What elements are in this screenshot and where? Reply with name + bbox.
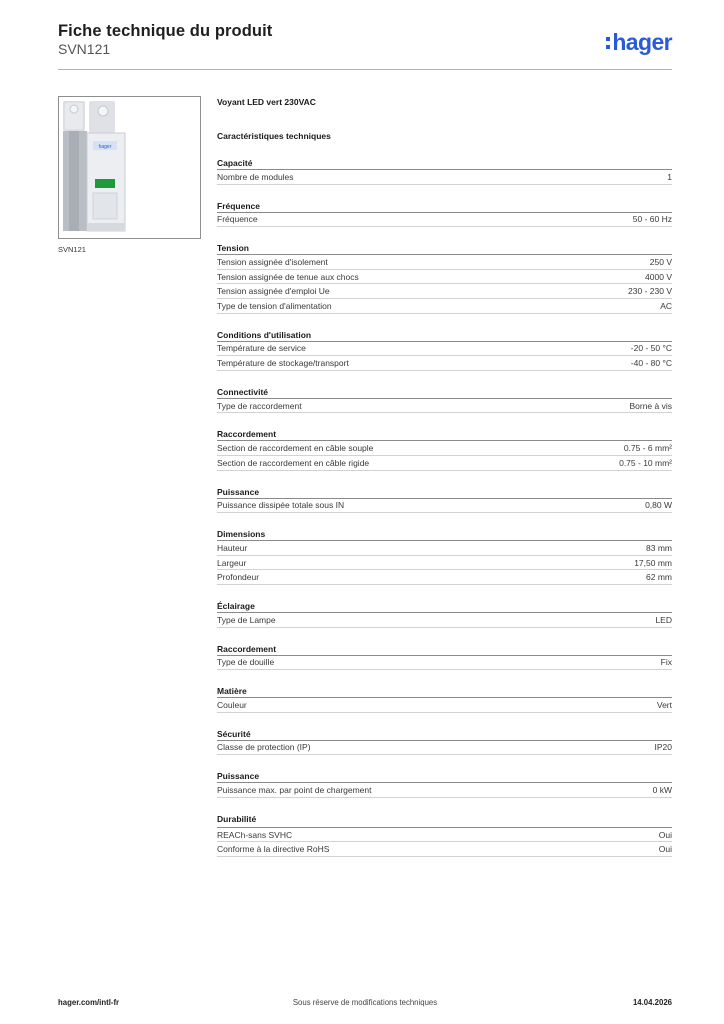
logo-wordmark: hager: [612, 29, 672, 55]
spec-row: [217, 570, 672, 585]
spec-row: [217, 213, 672, 228]
spec-section: [217, 199, 672, 228]
svg-text:hager: hager: [98, 144, 112, 150]
spec-value: 50 - 60 Hz: [632, 214, 672, 225]
specifications-heading: Caractéristiques techniques: [217, 131, 331, 141]
spec-section: [217, 328, 672, 371]
product-image-frame: [58, 96, 201, 239]
spec-value: AC: [660, 300, 672, 311]
document-title: Fiche technique du produit: [58, 22, 273, 40]
spec-label: Tension assignée d'isolement: [217, 256, 328, 267]
product-reference: SVN121: [58, 41, 111, 57]
spec-row: [217, 842, 672, 857]
spec-section: [217, 385, 672, 414]
spec-row: [217, 170, 672, 185]
spec-section: [217, 241, 672, 313]
spec-section: [217, 599, 672, 628]
spec-value: 17,50 mm: [634, 557, 672, 568]
spec-section: [217, 684, 672, 713]
spec-row: [217, 556, 672, 571]
spec-value: 250 V: [649, 256, 672, 267]
spec-row: [217, 698, 672, 713]
spec-value: -40 - 80 °C: [630, 357, 672, 368]
spec-label: Tension assignée de tenue aux chocs: [217, 271, 359, 282]
footer-date: 14.04.2026: [632, 998, 672, 1007]
page-footer: [58, 998, 672, 1012]
hager-logo: [606, 27, 672, 53]
spec-row: [217, 270, 672, 285]
spec-label: Section de raccordement en câble souple: [217, 443, 374, 454]
spec-label: Type de raccordement: [217, 400, 302, 411]
specification-sections: [217, 156, 672, 857]
spec-row: [217, 741, 672, 756]
section-title: Tension: [217, 241, 672, 255]
spec-section: [217, 427, 672, 470]
spec-row: [217, 783, 672, 798]
specifications-panel: [217, 96, 672, 857]
page-header: [58, 22, 672, 70]
spec-row: [217, 499, 672, 514]
spec-label: Classe de protection (IP): [217, 742, 311, 753]
spec-label: Type de tension d'alimentation: [217, 300, 332, 311]
spec-value: 62 mm: [646, 572, 672, 583]
spec-row: [217, 342, 672, 357]
spec-value: -20 - 50 °C: [630, 343, 672, 354]
section-title: Matière: [217, 684, 672, 698]
spec-value: 230 - 230 V: [628, 286, 672, 297]
header-divider: [58, 69, 672, 70]
product-image: [59, 97, 200, 238]
spec-value: 0.75 - 10 mm²: [619, 457, 672, 468]
spec-row: [217, 356, 672, 371]
spec-label: Tension assignée d'emploi Ue: [217, 286, 330, 297]
spec-value: 83 mm: [646, 542, 672, 553]
spec-section: [217, 769, 672, 798]
spec-value: IP20: [654, 742, 672, 753]
spec-value: Borne à vis: [629, 400, 672, 411]
spec-label: Couleur: [217, 699, 247, 710]
spec-value: 0,80 W: [645, 500, 672, 511]
section-title: Durabilité: [217, 811, 672, 828]
spec-label: Largeur: [217, 557, 247, 568]
spec-row: [217, 541, 672, 556]
spec-label: Type de douille: [217, 657, 275, 668]
section-title: Raccordement: [217, 427, 672, 441]
logo-dots-icon: [606, 37, 610, 53]
spec-label: Type de Lampe: [217, 614, 276, 625]
spec-row: [217, 399, 672, 414]
spec-row: [217, 828, 672, 843]
section-title: Fréquence: [217, 199, 672, 213]
spec-value: 1: [667, 171, 672, 182]
footer-website: hager.com/intl-fr: [58, 998, 120, 1007]
spec-label: Conforme à la directive RoHS: [217, 844, 330, 855]
spec-section: [217, 727, 672, 756]
spec-value: LED: [655, 614, 672, 625]
section-title: Connectivité: [217, 385, 672, 399]
spec-value: 0.75 - 6 mm²: [623, 443, 672, 454]
spec-section: [217, 642, 672, 671]
spec-value: Oui: [658, 844, 672, 855]
spec-row: [217, 284, 672, 299]
spec-label: Température de service: [217, 343, 306, 354]
spec-label: Nombre de modules: [217, 171, 294, 182]
spec-row: [217, 255, 672, 270]
footer-disclaimer: Sous réserve de modifications techniques: [292, 998, 438, 1007]
product-name: Voyant LED vert 230VAC: [217, 97, 316, 107]
spec-label: Température de stockage/transport: [217, 357, 349, 368]
spec-section: [217, 527, 672, 585]
section-title: Puissance: [217, 769, 672, 783]
section-title: Éclairage: [217, 599, 672, 613]
section-title: Puissance: [217, 485, 672, 499]
spec-section: [217, 485, 672, 514]
spec-label: Puissance dissipée totale sous IN: [217, 500, 345, 511]
spec-label: Section de raccordement en câble rigide: [217, 457, 370, 468]
spec-section: [217, 156, 672, 185]
spec-section: [217, 811, 672, 857]
section-title: Raccordement: [217, 642, 672, 656]
image-caption: SVN121: [58, 245, 86, 254]
spec-value: 4000 V: [645, 271, 672, 282]
spec-value: Vert: [656, 699, 672, 710]
spec-row: [217, 441, 672, 456]
spec-label: Profondeur: [217, 572, 260, 583]
spec-label: REACh-sans SVHC: [217, 829, 293, 840]
section-title: Sécurité: [217, 727, 672, 741]
spec-row: [217, 613, 672, 628]
spec-value: Oui: [658, 829, 672, 840]
spec-row: [217, 656, 672, 671]
spec-row: [217, 456, 672, 471]
spec-value: 0 kW: [652, 785, 672, 796]
section-title: Conditions d'utilisation: [217, 328, 672, 342]
section-title: Capacité: [217, 156, 672, 170]
spec-value: Fix: [660, 657, 672, 668]
spec-label: Fréquence: [217, 214, 258, 225]
spec-row: [217, 299, 672, 314]
section-title: Dimensions: [217, 527, 672, 541]
spec-label: Hauteur: [217, 542, 248, 553]
spec-label: Puissance max. par point de chargement: [217, 785, 372, 796]
